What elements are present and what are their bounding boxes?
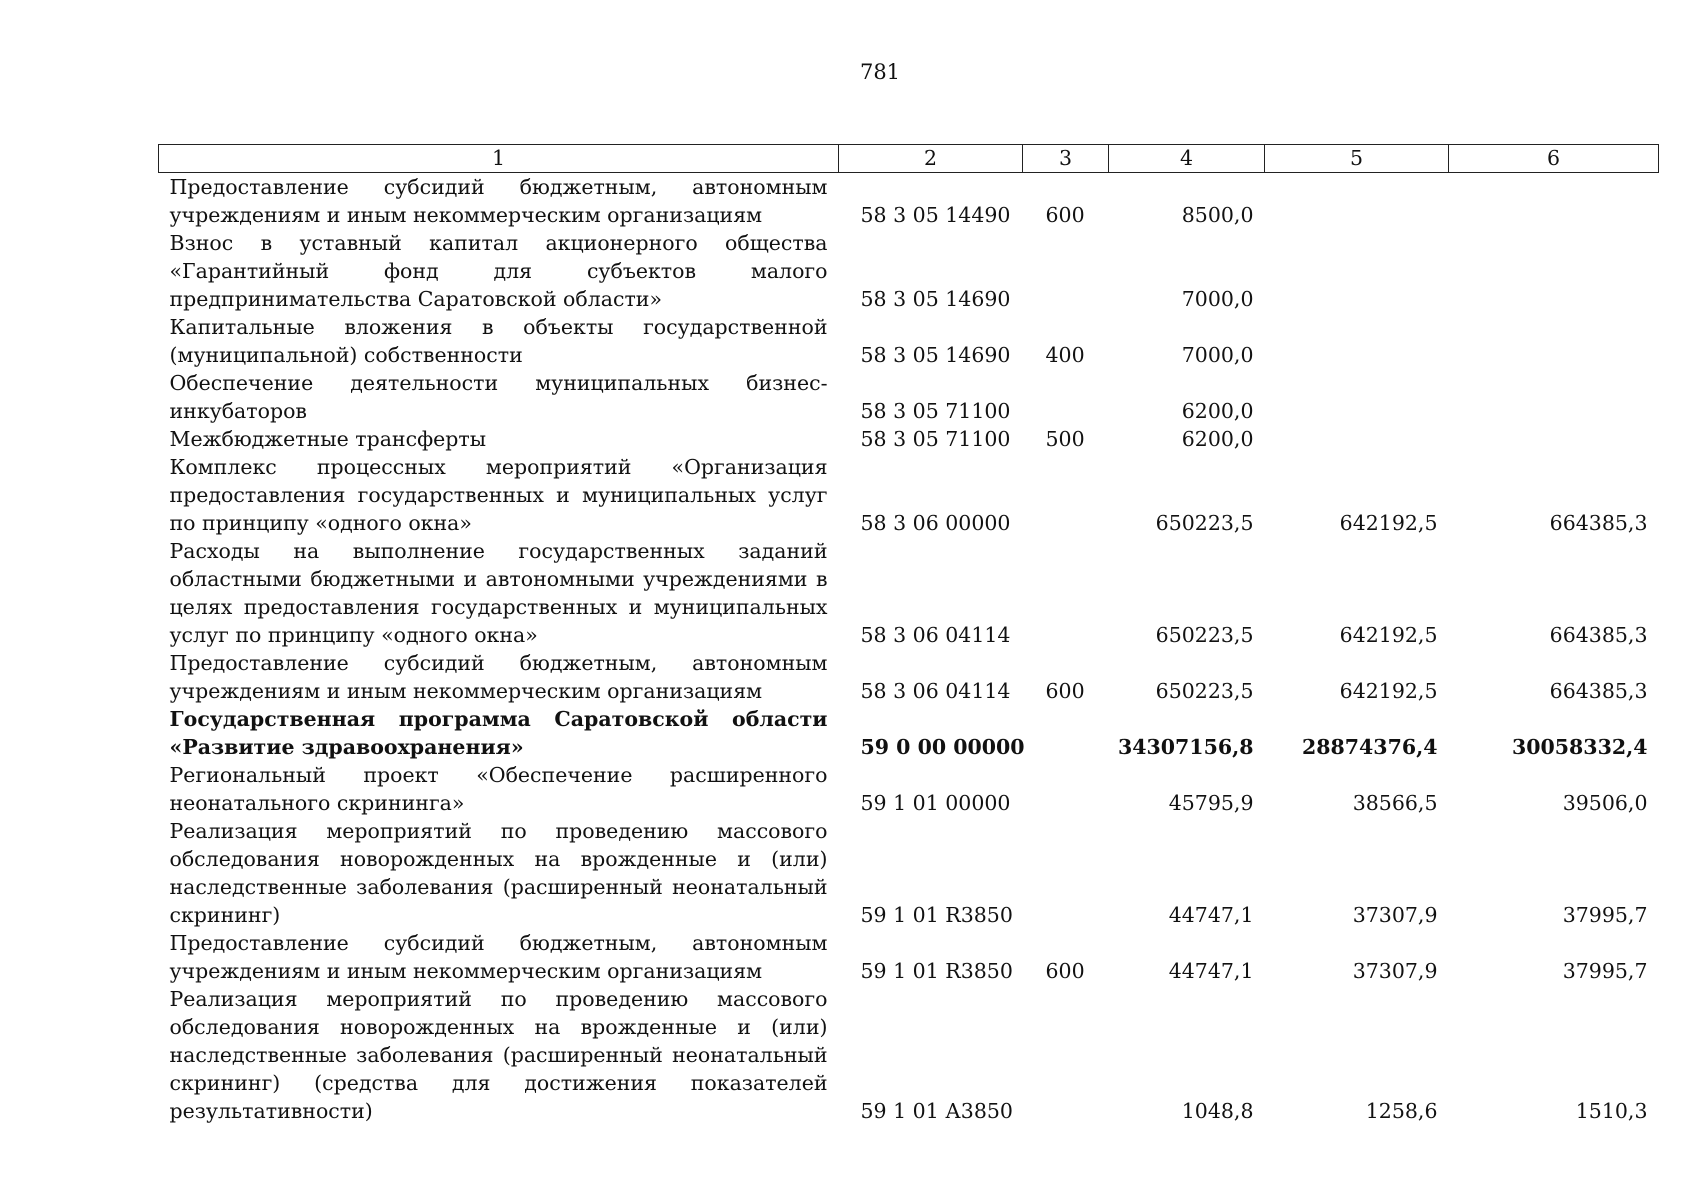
row-value-col4: 650223,5 <box>1155 679 1254 703</box>
table-row <box>159 537 1659 649</box>
row-name: Предоставление субсидий бюджетным, автономным учреждениям и иным некоммерческим организациям <box>169 651 828 703</box>
row-name: Предоставление субсидий бюджетным, автономным учреждениям и иным некоммерческим организациям <box>169 931 828 983</box>
row-code: 58 3 05 14490 <box>860 203 1011 227</box>
row-value-col6: 30058332,4 <box>1511 735 1648 759</box>
row-code: 59 1 01 А3850 <box>860 1099 1013 1123</box>
row-value-col4: 7000,0 <box>1181 343 1254 367</box>
row-expense-type: 600 <box>1045 203 1085 227</box>
table-row <box>159 761 1659 817</box>
row-value-col6: 37995,7 <box>1562 959 1648 983</box>
row-name: Государственная программа Саратовской области «Развитие здравоохранения» <box>169 707 828 759</box>
row-expense-type: 400 <box>1045 343 1085 367</box>
page-number: 781 <box>859 60 901 84</box>
row-value-col6 <box>1449 173 1659 230</box>
row-value-col5: 37307,9 <box>1352 903 1438 927</box>
row-value-col4: 45795,9 <box>1168 791 1254 815</box>
table-row <box>159 817 1659 929</box>
row-value-col6: 39506,0 <box>1562 791 1648 815</box>
row-code: 59 1 01 R3850 <box>860 903 1013 927</box>
table-row <box>159 229 1659 313</box>
row-code: 58 3 05 71100 <box>860 427 1011 451</box>
row-code: 59 0 00 00000 <box>860 735 1025 759</box>
row-expense-type <box>1023 705 1109 761</box>
header-col-5: 5 <box>1265 145 1449 173</box>
table-row <box>159 985 1659 1125</box>
row-name: Реализация мероприятий по проведению массового обследования новорожденных на врожденные и (или) наследственные заболевания (расширенный неонатальный скрининг) (средства для достижения показателей результативности) <box>169 987 828 1123</box>
row-name: Предоставление субсидий бюджетным, автономным учреждениям и иным некоммерческим организациям <box>169 175 828 227</box>
table-row <box>159 369 1659 425</box>
row-name: Расходы на выполнение государственных заданий областными бюджетными и автономными учреждениями в целях предоставления государственных и муниципальных услуг по принципу «одного окна» <box>169 539 828 647</box>
row-value-col5 <box>1265 313 1449 369</box>
row-value-col6: 1510,3 <box>1575 1099 1648 1123</box>
row-value-col4: 6200,0 <box>1181 427 1254 451</box>
row-value-col5: 642192,5 <box>1339 679 1438 703</box>
row-value-col4: 44747,1 <box>1168 959 1254 983</box>
row-code: 58 3 05 14690 <box>860 287 1011 311</box>
row-code: 58 3 05 71100 <box>860 399 1011 423</box>
budget-table <box>158 144 1659 1125</box>
row-code: 59 1 01 R3850 <box>860 959 1013 983</box>
row-expense-type <box>1023 817 1109 929</box>
row-code: 59 1 01 00000 <box>860 791 1011 815</box>
row-code: 58 3 06 04114 <box>860 623 1011 647</box>
row-value-col4: 1048,8 <box>1181 1099 1254 1123</box>
row-name: Межбюджетные трансферты <box>169 427 487 451</box>
table-body <box>159 173 1659 1126</box>
row-value-col6: 664385,3 <box>1549 511 1648 535</box>
table-header <box>159 145 1659 173</box>
header-row <box>159 145 1659 173</box>
row-name: Региональный проект «Обеспечение расширенного неонатального скрининга» <box>169 763 828 815</box>
row-value-col6: 664385,3 <box>1549 623 1648 647</box>
table-row <box>159 929 1659 985</box>
row-value-col6 <box>1449 229 1659 313</box>
header-col-3: 3 <box>1023 145 1109 173</box>
row-value-col5: 642192,5 <box>1339 511 1438 535</box>
row-value-col5 <box>1265 173 1449 230</box>
row-value-col4: 650223,5 <box>1155 623 1254 647</box>
row-expense-type <box>1023 985 1109 1125</box>
row-expense-type <box>1023 761 1109 817</box>
row-name: Взнос в уставный капитал акционерного общества «Гарантийный фонд для субъектов малого предпринимательства Саратовской области» <box>169 231 828 311</box>
row-code: 58 3 06 04114 <box>860 679 1011 703</box>
row-expense-type <box>1023 229 1109 313</box>
table-row <box>159 453 1659 537</box>
row-value-col6 <box>1449 313 1659 369</box>
row-expense-type <box>1023 537 1109 649</box>
row-value-col4: 7000,0 <box>1181 287 1254 311</box>
table-row <box>159 425 1659 453</box>
row-expense-type: 600 <box>1045 679 1085 703</box>
row-value-col5: 28874376,4 <box>1301 735 1438 759</box>
row-value-col4: 34307156,8 <box>1117 735 1254 759</box>
row-value-col5: 1258,6 <box>1365 1099 1438 1123</box>
row-value-col5: 642192,5 <box>1339 623 1438 647</box>
row-value-col5: 37307,9 <box>1352 959 1438 983</box>
row-value-col4: 44747,1 <box>1168 903 1254 927</box>
table-row <box>159 649 1659 705</box>
row-code: 58 3 06 00000 <box>860 511 1011 535</box>
row-name: Обеспечение деятельности муниципальных бизнес-инкубаторов <box>169 371 828 423</box>
row-name: Реализация мероприятий по проведению массового обследования новорожденных на врожденные и (или) наследственные заболевания (расширенный неонатальный скрининг) <box>169 819 828 927</box>
header-col-6: 6 <box>1449 145 1659 173</box>
header-col-2: 2 <box>839 145 1023 173</box>
row-value-col6: 37995,7 <box>1562 903 1648 927</box>
row-value-col4: 6200,0 <box>1181 399 1254 423</box>
row-value-col5 <box>1265 229 1449 313</box>
table-row <box>159 705 1659 761</box>
row-expense-type: 500 <box>1045 427 1085 451</box>
row-value-col4: 650223,5 <box>1155 511 1254 535</box>
table-row <box>159 173 1659 230</box>
row-value-col6: 664385,3 <box>1549 679 1648 703</box>
row-value-col4: 8500,0 <box>1181 203 1254 227</box>
row-expense-type <box>1023 453 1109 537</box>
row-value-col5 <box>1265 369 1449 425</box>
row-value-col5: 38566,5 <box>1352 791 1438 815</box>
row-value-col6 <box>1449 425 1659 453</box>
row-value-col5 <box>1265 425 1449 453</box>
row-name: Капитальные вложения в объекты государственной (муниципальной) собственности <box>169 315 828 367</box>
row-name: Комплекс процессных мероприятий «Организация предоставления государственных и муниципальных услуг по принципу «одного окна» <box>169 455 828 535</box>
row-expense-type: 600 <box>1045 959 1085 983</box>
row-value-col6 <box>1449 369 1659 425</box>
table-row <box>159 313 1659 369</box>
row-expense-type <box>1023 369 1109 425</box>
header-col-4: 4 <box>1109 145 1265 173</box>
row-code: 58 3 05 14690 <box>860 343 1011 367</box>
header-col-1: 1 <box>159 145 839 173</box>
